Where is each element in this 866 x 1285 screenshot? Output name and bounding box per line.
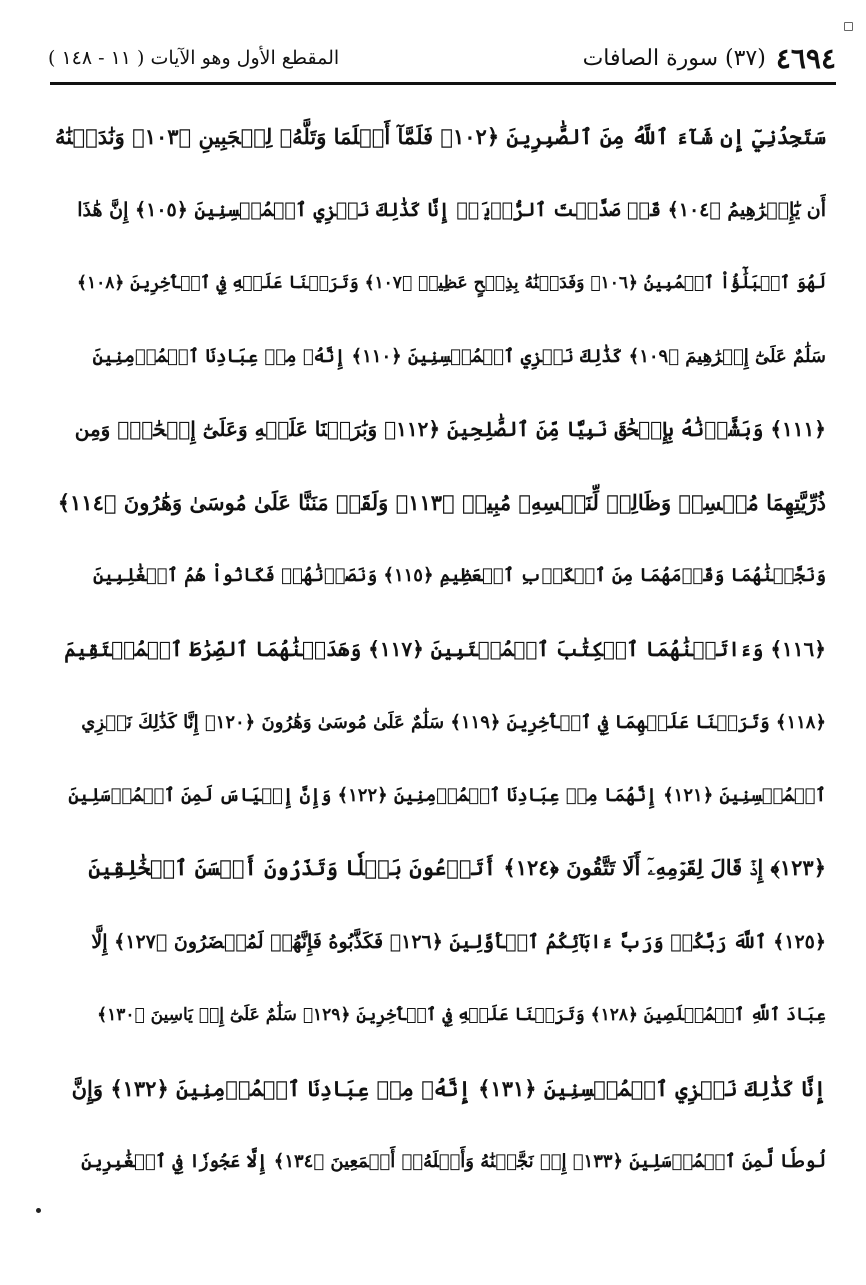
verse-line-12: ﴿١٢٥﴾ ٱللَّهَ رَبَّكُمۡ وَرَبَّ ءَابَآئِكُمُ ٱلۡأَوَّلِينَ ﴿١٢٦﴾ فَكَذَّبُوهُ فَإِنَّهُمۡ لَمُحۡضَرُونَ ﴿١٢٧﴾ إِلَّا [91, 930, 826, 953]
verse-line-11: ﴿١٢٣﴾ إِذۡ قَالَ لِقَوۡمِهِۦٓ أَلَا تَتَّقُونَ ﴿١٢٤﴾ أَتَدۡعُونَ بَعۡلٗا وَتَذَرُونَ أَحۡسَنَ ٱلۡخَٰلِقِينَ [88, 855, 826, 881]
page-header [48, 38, 836, 78]
header-title-group [583, 42, 836, 75]
verse-line-6: ذُرِّيَّتِهِمَا مُحۡسِنٞ وَظَالِمٞ لِّنَفۡسِهِۦ مُبِينٞ ﴿١١٣﴾ وَلَقَدۡ مَنَنَّا عَلَىٰ مُوسَىٰ وَهَٰرُونَ ﴿١١٤﴾ [57, 490, 826, 516]
verse-line-15: لُوطٗا لَّمِنَ ٱلۡمُرۡسَلِينَ ﴿١٣٣﴾ إِذۡ نَجَّيۡنَٰهُ وَأَهۡلَهُۥٓ أَجۡمَعِينَ ﴿١٣٤﴾ إِلَّا عَجُوزٗا فِي ٱلۡغَٰبِرِينَ [81, 1150, 826, 1172]
verse-line-4: سَلَٰمٌ عَلَىٰٓ إِبۡرَٰهِيمَ ﴿١٠٩﴾ كَذَٰلِكَ نَجۡزِي ٱلۡمُحۡسِنِينَ ﴿١١٠﴾ إِنَّهُۥ مِنۡ عِبَادِنَا ٱلۡمُؤۡمِنِينَ [92, 345, 826, 367]
verse-line-7: وَنَجَّيۡنَٰهُمَا وَقَوۡمَهُمَا مِنَ ٱلۡكَرۡبِ ٱلۡعَظِيمِ ﴿١١٥﴾ وَنَصَرۡنَٰهُمۡ فَكَانُواْ هُمُ ٱلۡغَٰلِبِينَ [93, 565, 826, 587]
verse-line-8: ﴿١١٦﴾ وَءَاتَيۡنَٰهُمَا ٱلۡكِتَٰبَ ٱلۡمُسۡتَبِينَ ﴿١١٧﴾ وَهَدَيۡنَٰهُمَا ٱلصِّرَٰطَ ٱلۡمُسۡتَقِيمَ [64, 636, 826, 661]
verse-line-13: عِبَادَ ٱللَّهِ ٱلۡمُخۡلَصِينَ ﴿١٢٨﴾ وَتَرَكۡنَا عَلَيۡهِ فِي ٱلۡأٓخِرِينَ ﴿١٢٩﴾ سَلَٰمٌ عَلَىٰٓ إِلۡ يَاسِينَ ﴿١٣٠﴾ [97, 1005, 826, 1026]
header-divider [50, 82, 836, 85]
verse-line-14: إِنَّا كَذَٰلِكَ نَجۡزِي ٱلۡمُحۡسِنِينَ ﴿١٣١﴾ إِنَّهُۥ مِنۡ عِبَادِنَا ٱلۡمُؤۡمِنِينَ ﴿١٣٢﴾ وَإِنَّ [71, 1075, 826, 1101]
verse-line-10: ٱلۡمُحۡسِنِينَ ﴿١٢١﴾ إِنَّهُمَا مِنۡ عِبَادِنَا ٱلۡمُؤۡمِنِينَ ﴿١٢٢﴾ وَإِنَّ إِلۡيَاسَ لَمِنَ ٱلۡمُرۡسَلِينَ [68, 784, 826, 806]
verse-line-9: ﴿١١٨﴾ وَتَرَكۡنَا عَلَيۡهِمَا فِي ٱلۡأٓخِرِينَ ﴿١١٩﴾ سَلَٰمٌ عَلَىٰ مُوسَىٰ وَهَٰرُونَ ﴿١٢٠﴾ إِنَّا كَذَٰلِكَ نَجۡزِي [81, 711, 826, 733]
verse-block [55, 100, 826, 1198]
section-info: المقطع الأول وهو الآيات ( ١١ - ١٤٨ ) [48, 47, 340, 69]
page-number: ٤٦٩٤ [775, 41, 836, 75]
verse-line-2: أَن يَٰٓإِبۡرَٰهِيمُ ﴿١٠٤﴾ قَدۡ صَدَّقۡتَ ٱلرُّءۡيَآۚ إِنَّا كَذَٰلِكَ نَجۡزِي ٱلۡمُحۡسِنِينَ ﴿١٠٥﴾ إِنَّ هَٰذَا [77, 198, 826, 221]
verse-line-3: لَهُوَ ٱلۡبَلَٰٓؤُاْ ٱلۡمُبِينُ ﴿١٠٦﴾ وَفَدَيۡنَٰهُ بِذِبۡحٍ عَظِيمٖ ﴿١٠٧﴾ وَتَرَكۡنَا عَلَيۡهِ فِي ٱلۡأٓخِرِينَ ﴿١٠٨﴾ [77, 273, 826, 294]
stray-dot [36, 1208, 41, 1213]
verse-line-1: سَتَجِدُنِيٓ إِن شَآءَ ٱللَّهُ مِنَ ٱلصَّٰبِرِينَ ﴿١٠٢﴾ فَلَمَّآ أَسۡلَمَا وَتَلَّهُۥ لِلۡجَبِينِ ﴿١٠٣﴾ وَنَٰدَيۡنَٰهُ [55, 124, 826, 150]
corner-mark-icon [844, 22, 853, 31]
verse-line-5: ﴿١١١﴾ وَبَشَّرۡنَٰهُ بِإِسۡحَٰقَ نَبِيّٗا مِّنَ ٱلصَّٰلِحِينَ ﴿١١٢﴾ وَبَٰرَكۡنَا عَلَيۡهِ وَعَلَىٰٓ إِسۡحَٰقَۚ وَمِن [74, 417, 826, 442]
surah-title: (٣٧) سورة الصافات [582, 45, 766, 71]
